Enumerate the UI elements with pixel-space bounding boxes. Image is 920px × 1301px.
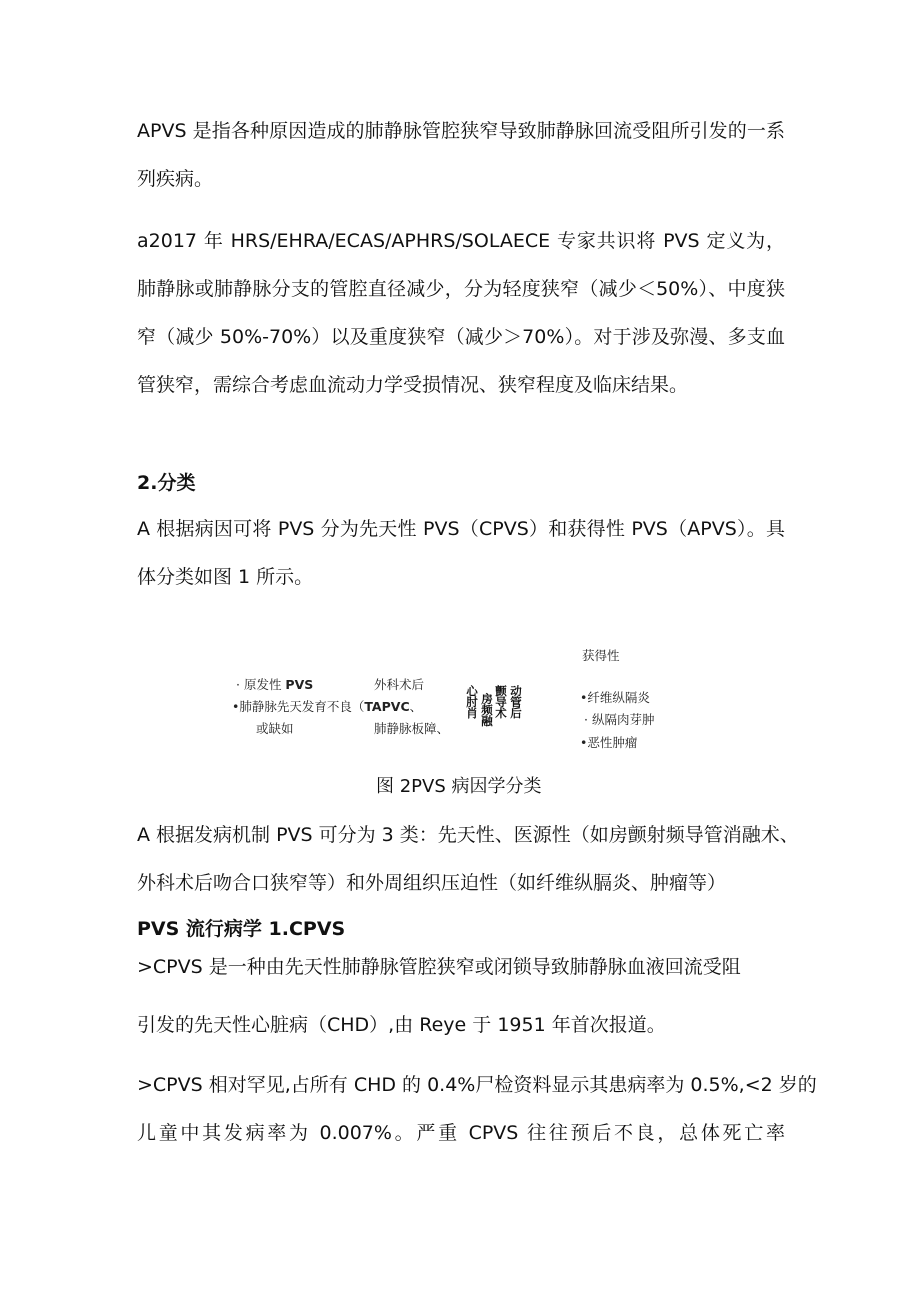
figure-item-baffle: 肺静脉板障、 [374,721,450,736]
mechanism-line-2: 外科术后吻合口狭窄等）和外周组织压迫性（如纤维纵膈炎、肿瘤等） [137,872,727,894]
consensus-line-1: a2017 年 HRS/EHRA/ECAS/APHRS/SOLAECE 专家共识将 PVS 定义为， [137,230,785,252]
figure-vertical-text-3: 颤导术 [495,684,507,720]
figure-item-mediastinal-granuloma: · 纵隔肉芽肿 [584,712,655,727]
epidemiology-p2-line-1: >CPVS 相对罕见,占所有 CHD 的 0.4%尸检资料显示其患病率为 0.5%,<2 岁的 [137,1074,817,1096]
figure-caption: 图 2PVS 病因学分类 [376,776,542,797]
figure-acquired-label: 获得性 [582,648,620,663]
section-heading-epidemiology: PVS 流行病学 1.CPVS [137,918,346,940]
figure-item-fibrosing-mediastinitis: •纤维纵隔炎 [580,690,650,705]
figure-vertical-text-1: 心肘肖 [466,684,478,720]
epidemiology-p1-line-2: 引发的先天性心脏病（CHD）,由 Reye 于 1951 年首次报道。 [137,1014,666,1036]
epidemiology-p1-line-1: >CPVS 是一种由先天性肺静脉管腔狭窄或闭锁导致肺静脉血液回流受阻 [137,956,741,978]
classification-line-2: 体分类如图 1 所示。 [137,566,314,588]
mechanism-line-1: A 根据发病机制 PVS 可分为 3 类：先天性、医源性（如房颤射频导管消融术、 [137,824,799,846]
consensus-line-4: 管狭窄，需综合考虑血流动力学受损情况、狭窄程度及临床结果。 [137,374,689,396]
figure-vertical-text-2: 房频融 [481,692,493,728]
epidemiology-p2-line-2: 儿童中其发病率为 0.007%。严重 CPVS 往往预后不良，总体死亡率 [137,1122,785,1144]
definition-line-1: APVS 是指各种原因造成的肺静脉管腔狭窄导致肺静脉回流受阻所引发的一系 [137,120,785,142]
classification-line-1: A 根据病因可将 PVS 分为先天性 PVS（CPVS）和获得性 PVS（APVS）。具 [137,518,785,540]
figure-item-absence: 或缺如 [256,721,294,736]
figure-vertical-text-4: 动管后 [510,684,522,720]
figure-item-malignant-tumor: •恶性肿瘤 [580,735,638,750]
figure-item-post-surgery: 外科术后 [374,677,425,692]
figure-item-primary-pvs: · 原发性 PVS [236,677,314,692]
consensus-line-3: 窄（减少 50%-70%）以及重度狭窄（减少＞70%）。对于涉及弥漫、多支血 [137,326,785,348]
figure-item-pv-dysplasia: •肺静脉先天发育不良（TAPVC、 [232,699,423,714]
consensus-line-2: 肺静脉或肺静脉分支的管腔直径减少，分为轻度狭窄（减少＜50%）、中度狭 [137,278,785,300]
section-heading-classification: 2.分类 [137,472,196,494]
definition-line-2: 列疾病。 [137,168,214,190]
